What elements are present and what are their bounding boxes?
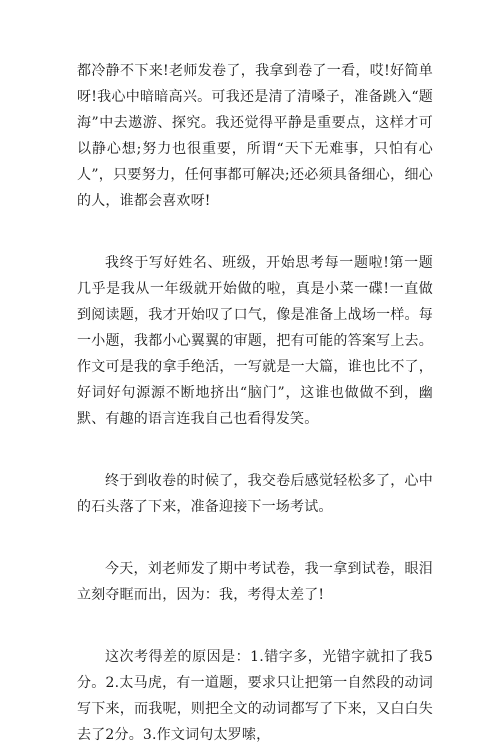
paragraph-5: 这次考得差的原因是：1.错字多，光错字就扣了我5分。2.太马虎，有一道题，要求只让把第一自然段的动词写下来，而我呢，则把全文的动词都写了下来，又白白失去了2分。3.作文词句太罗嗦， bbox=[77, 649, 433, 743]
paragraph-2: 我终于写好姓名、班级，开始思考每一题啦!第一题几乎是我从一年级就开始做的啦，真是小菜一碟!一直做到阅读题，我才开始叹了口气，像是准备上战场一样。每一小题，我都小心翼翼的审题，把有可能的答案写上去。作文可是我的拿手绝活，一写就是一大篇，谁也比不了，好词好句源源不断地挤出“脑门”，这谁也做做不到，幽默、有趣的语言连我自己也看得发笑。 bbox=[77, 255, 433, 427]
paragraph-1: 都冷静不下来!老师发卷了，我拿到卷了一看，哎!好简单呀!我心中暗暗高兴。可我还是清了清嗓子，准备跳入“题海”中去遨游、探究。我还觉得平静是重要点，这样才可以静心想;努力也很重要，所谓“天下无难事，只怕有心人”，只要努力，任何事都可解决;还必须具备细心，细心的人，谁都会喜欢呀! bbox=[77, 63, 433, 209]
paragraph-4: 今天，刘老师发了期中考试卷，我一拿到试卷，眼泪立刻夺眶而出，因为：我，考得太差了! bbox=[77, 561, 433, 603]
paragraph-3: 终于到收卷的时候了，我交卷后感觉轻松多了，心中的石头落了下来，准备迎接下一场考试。 bbox=[77, 473, 433, 515]
document-body bbox=[77, 58, 433, 748]
